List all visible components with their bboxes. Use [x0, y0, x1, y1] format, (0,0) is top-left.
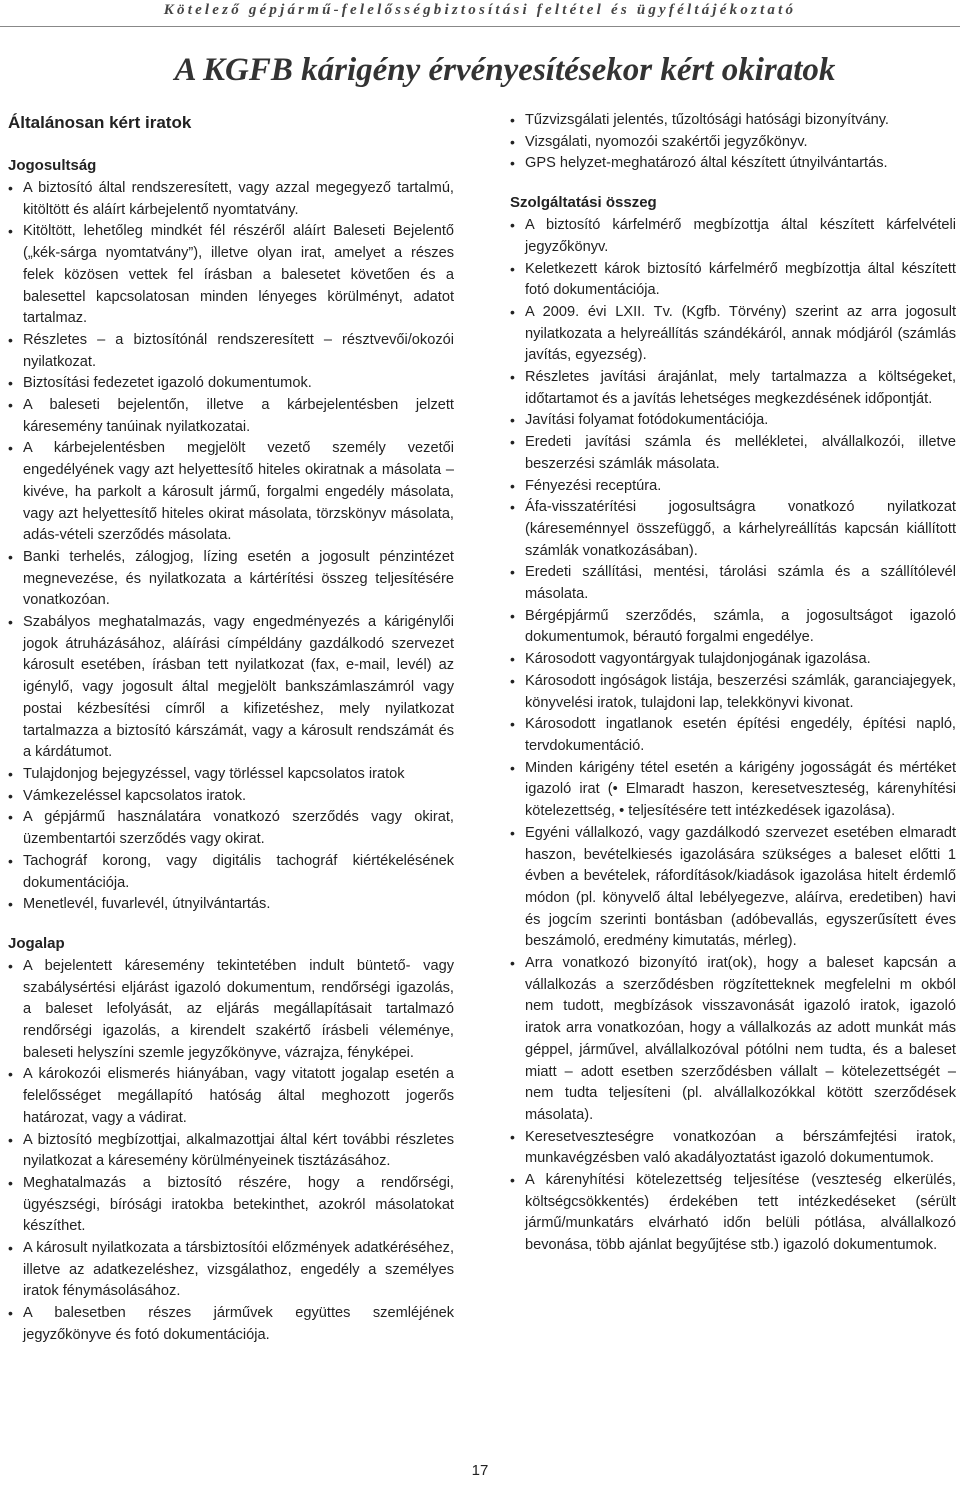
list-item: • A baleseti bejelentőn, illetve a kárbejelentésben jelzett káresemény tanúinak nyilatkozatai. [8, 395, 454, 438]
list-item: • A károkozói elismerés hiányában, vagy vitatott jogalap esetén a felelősséget megállapító hatóság által meghozott jogerős határozat, vagy a vádirat. [8, 1064, 454, 1129]
list-item: • Károsodott ingatlanok esetén építési engedély, építési napló, tervdokumentáció. [510, 714, 956, 757]
continued-list [510, 110, 956, 175]
list-item: • A biztosító által rendszeresített, vagy azzal megegyező tartalmú, kitöltött és aláírt kárbejelentő nyomtatvány. [8, 178, 454, 221]
jogalap-list [8, 956, 454, 1347]
szolgaltatasi-heading: Szolgáltatási összeg [510, 194, 657, 212]
list-item: • A kárbejelentésben megjelölt vezető személy vezetői engedélyének vagy azt helyettesítő hiteles okiratnak a másolata – kivéve, ha parkolt a károsult jármű, forgalmi engedély másolata, vagy azt helyettesítő hiteles okirat másolata, törzskönyv másolata, adás-vételi szerződés másolata. [8, 438, 454, 547]
list-item: • Keresetveszteségre vonatkozóan a bérszámfejtési iratok, munkavégzésben való akadályoztatást igazoló dokumentumok. [510, 1127, 956, 1170]
list-item: • A károsult nyilatkozata a társbiztosítói előzmények adatkéréséhez, illetve az adatkezeléshez, vizsgálathoz, engedély a személyes iratok fénymásolásához. [8, 1238, 454, 1303]
list-item: • Részletes – a biztosítónál rendszeresített – résztvevői/okozói nyilatkozat. [8, 330, 454, 373]
list-item: • Keletkezett károk biztosító kárfelmérő megbízottja által készített fotó dokumentációja. [510, 259, 956, 302]
list-item: • Vizsgálati, nyomozói szakértői jegyzőkönyv. [510, 132, 956, 154]
jogosultsag-heading: Jogosultság [8, 157, 97, 174]
list-item: • Minden kárigény tétel esetén a kárigény jogosságát és mértéket igazoló irat (• Elmaradt haszon, keresetveszteség, kárenyhítési kötelezettség, • teljesítésére tett intézkedések igazolása). [510, 758, 956, 823]
list-item: • Fényezési receptúra. [510, 476, 956, 498]
list-item: • Vámkezeléssel kapcsolatos iratok. [8, 786, 454, 808]
list-item: • Károsodott vagyontárgyak tulajdonjogának igazolása. [510, 649, 956, 671]
list-item: • Részletes javítási árajánlat, mely tartalmazza a költségeket, időtartamot és a javítás lehetséges megkezdésének időpontját. [510, 367, 956, 410]
list-item: • A biztosító megbízottjai, alkalmazottjai által kért további részletes nyilatkozat a káresemény körülményeinek tisztázásához. [8, 1130, 454, 1173]
list-item: • Károsodott ingóságok listája, beszerzési számlák, garanciajegyek, könyvelési iratok, tulajdoni lap, telekkönyvi kivonat. [510, 671, 956, 714]
list-item: • A biztosító kárfelmérő megbízottja által készített kárfelvételi jegyzőkönyv. [510, 215, 956, 258]
main-heading: Általánosan kért iratok [8, 113, 192, 132]
list-item: • Biztosítási fedezetet igazoló dokumentumok. [8, 373, 454, 395]
list-item: • Javítási folyamat fotódokumentációja. [510, 410, 956, 432]
left-column [8, 110, 454, 1347]
list-item: • Eredeti javítási számla és mellékletei, alvállalkozói, illetve beszerzési számlák másolata. [510, 432, 956, 475]
header-rule [0, 26, 960, 27]
list-item: • Bérgépjármű szerződés, számla, a jogosultságot igazoló dokumentumok, bérautó forgalmi engedélye. [510, 606, 956, 649]
list-item: • Szabályos meghatalmazás, vagy engedményezés a kárigénylői jogok átruházásához, aláírási címpéldány gazdálkodó szervezet károsult esetében, írásban tett nyilatkozat (fax, e-mail, levél) az igénylő, vagy jogosult által megjelölt bankszámlaszámról vagy postai kézbesítési címről a kifizetéshez, mely nyilatkozat tartalmazza a biztosító kárszámát, vagy a károsult rendszámát és a kárdátumot. [8, 612, 454, 764]
list-item: • Banki terhelés, zálogjog, lízing esetén a jogosult pénzintézet megnevezése, és nyilatkozata a kártérítési összeg teljesítésére vonatkozóan. [8, 547, 454, 612]
list-item: • A bejelentett káresemény tekintetében indult büntető- vagy szabálysértési eljárást igazoló dokumentum, rendőrségi igazolás, a baleset lefolyását, az eljárás megállapításait tartalmazó rendőrségi igazolás, a kirendelt szakértő írásbeli véleménye, baleseti helyszíni szemle jegyzőkönyve, vázrajza, fényképei. [8, 956, 454, 1065]
jogalap-heading: Jogalap [8, 934, 65, 952]
list-item: • Kitöltött, lehetőleg mindkét fél részéről aláírt Baleseti Bejelentő („kék-sárga nyomtatvány”), illetve olyan irat, amelyet a részes felek közösen vettek fel írásban a balesetet követően és a balesettel kapcsolatosan minden lényeges körülményt, adatot tartalmaz. [8, 221, 454, 330]
list-item: • Tűzvizsgálati jelentés, tűzoltósági hatósági bizonyítvány. [510, 110, 956, 132]
running-header: Kötelező gépjármű-felelősségbiztosítási feltétel és ügyféltájékoztató [163, 2, 797, 18]
list-item: • A balesetben részes járművek együttes szemléjének jegyzőkönyve és fotó dokumentációja. [8, 1303, 454, 1346]
list-item: • Áfa-visszatérítési jogosultságra vonatkozó nyilatkozat (káreseménnyel összefüggő, a kárhelyreállítás kapcsán kiállított számlák vonatkozásában). [510, 497, 956, 562]
szolgaltatasi-list [510, 215, 956, 1257]
right-column [510, 110, 956, 1257]
list-item: • Menetlevél, fuvarlevél, útnyilvántartás. [8, 894, 454, 916]
list-item: • Eredeti szállítási, mentési, tárolási számla és a szállítólevél másolata. [510, 562, 956, 605]
list-item: • A kárenyhítési kötelezettség teljesítése (veszteség elkerülés, költségcsökkentés) érdekében tett intézkedéseket (sérült jármű/munkatárs elvárható időn belüli pótlása, alvállalkozó bevonása, több ajánlat begyűjtése stb.) igazoló dokumentumok. [510, 1170, 956, 1257]
list-item: • A gépjármű használatára vonatkozó szerződés vagy okirat, üzembentartói szerződés vagy okirat. [8, 807, 454, 850]
list-item: • Egyéni vállalkozó, vagy gazdálkodó szervezet esetében elmaradt haszon, bevételkiesés igazolására szükséges a baleset előtti 1 évben a bevételek, ráfordítások/kiadások igazolása hitelt érdemlő módon (pl. könyvelő által lebélyegezve, aláírva, eredetiben) havi és jogcím szerinti bontásban (adóbevallás, egyszerűsített éves beszámoló, eredmény kimutatás, mérleg). [510, 823, 956, 953]
page-title: A KGFB kárigény érvényesítésekor kért okiratok [174, 52, 836, 88]
list-item: • GPS helyzet-meghatározó által készített útnyilvántartás. [510, 153, 956, 175]
jogosultsag-list [8, 178, 454, 916]
page-number: 17 [471, 1462, 489, 1479]
list-item: • Meghatalmazás a biztosító részére, hogy a rendőrségi, ügyészségi, bírósági iratokba betekinthet, azokról másolatokat készíthet. [8, 1173, 454, 1238]
list-item: • Tachográf korong, vagy digitális tachográf kiértékelésének dokumentációja. [8, 851, 454, 894]
list-item: • A 2009. évi LXII. Tv. (Kgfb. Törvény) szerint az arra jogosult nyilatkozata a helyreállítás szándékáról, annak módjáról (számlás javítás, egyezség). [510, 302, 956, 367]
list-item: • Tulajdonjog bejegyzéssel, vagy törléssel kapcsolatos iratok [8, 764, 454, 786]
list-item: • Arra vonatkozó bizonyító irat(ok), hogy a baleset kapcsán a vállalkozás a szerződésben rögzítetteknek megfelelni m okból nem tudott, megbízások visszavonását igazoló iratok, igazoló iratok arra vonatkozóan, hogy a vállalkozás az adott munkát más géppel, járművel, alvállalkozóval pótólni nem tudta, és a baleset miatt – adott esetben szerződésben vállalt – kötelezettségét – nem tudta teljesíteni (pl. alvállalkozókkal kötött szerződések másolata). [510, 953, 956, 1127]
